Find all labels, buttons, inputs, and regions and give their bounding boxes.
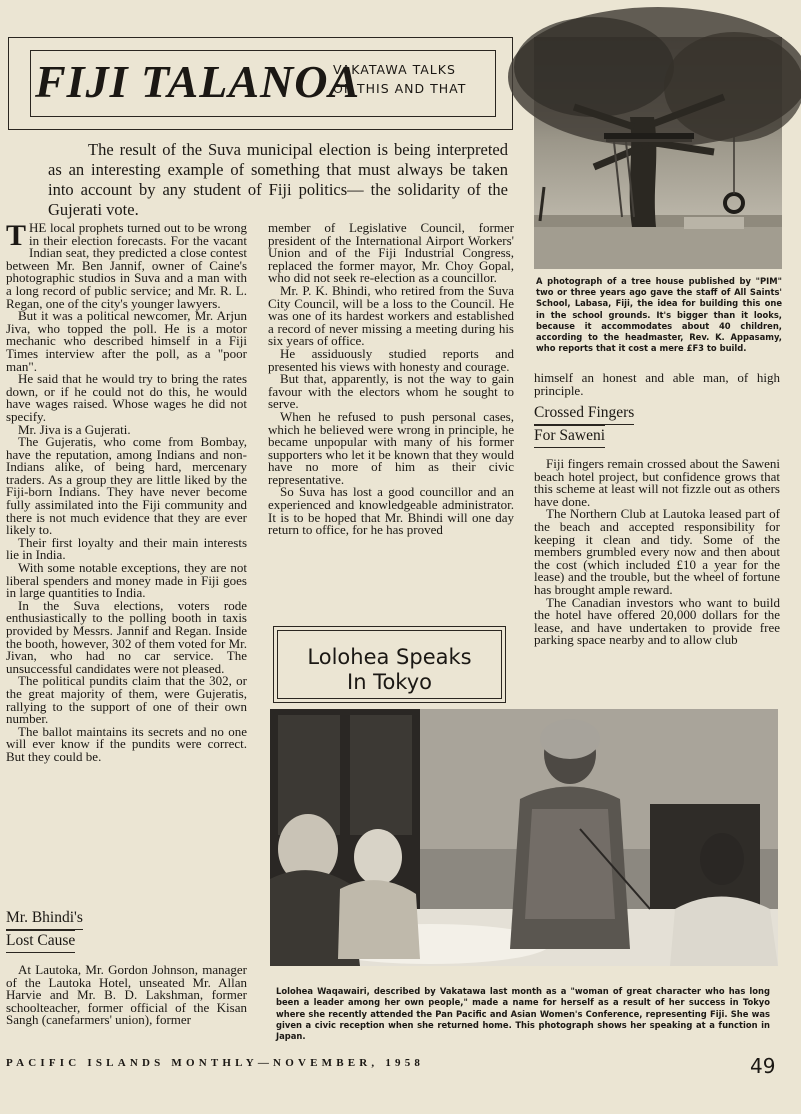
callout-headline-line-1: Lolohea Speaks xyxy=(307,645,472,669)
section-subheading: Lost Cause xyxy=(6,930,75,953)
section-subheading: For Saweni xyxy=(534,425,605,448)
article-column-3-body xyxy=(534,458,780,647)
tree-house-caption: A photograph of a tree house published by "PIM" two or three years ago gave the staff of All Saints' School, Labasa, Fiji, the idea for building this one in the school grounds. It's bigger than it looks, because it accommodates about 40 children, according to the headmaster, Rev. K. Appasamy, who reports that it cost a mere £F3 to build. xyxy=(536,276,782,354)
paragraph: Mr. Jiva is a Gujerati. xyxy=(18,421,131,437)
publication-footer: PACIFIC ISLANDS MONTHLY—NOVEMBER, 1958 xyxy=(6,1057,425,1069)
paragraph: The political pundits claim that the 302, or the great majority of them, were Gujeratis, rallying to the support of one of their own number. xyxy=(6,673,247,727)
article-column-1-bottom xyxy=(6,909,247,1028)
paragraph: He assiduously studied reports and presented his views with honesty and courage. xyxy=(268,345,514,374)
lolohea-photo-caption: Lolohea Waqawairi, described by Vakatawa last month as a "woman of great character who has long been a leader among her own people," made a name for herself as a result of her success in Tokyo where she recently attended the Pan Pacific and Asian Women's Conference, representing Fiji. She was given a civic reception when she returned home. This photograph shows her speaking at a function in Japan. xyxy=(276,986,770,1042)
paragraph: When he refused to push personal cases, which he believed were wrong in principle, he became unpopular with many of his former supporters who let it be known that they would have no more of him as their civic representative. xyxy=(268,408,514,487)
paragraph: In the Suva elections, voters rode enthusiastically to the polling booth in taxis provided by Messrs. Jannif and Regan. Inside the booth, however, 302 of them voted for Mr. Jivan, who had no car service. The unsuccessful candidates were not pleased. xyxy=(6,597,248,676)
article-column-1 xyxy=(6,219,248,764)
paragraph: He said that he would try to bring the rates down, or if he could not do this, he would have wages raised. Whose wages he did not specify. xyxy=(6,371,247,424)
paragraph: The Northern Club at Lautoka leased part of the beach and accepted responsibility for keeping it clean and tidy. Some of the members grumbled every now and then about the cost (which included £10 a year for the lease) and the trouble, but the wheel of fortune has brought ample reward. xyxy=(534,506,780,597)
article-column-2 xyxy=(268,222,514,537)
masthead-subtitle xyxy=(333,60,498,98)
paragraph: With some notable exceptions, they are not liberal spenders and money made in Fiji goes in large quantities to India. xyxy=(6,560,247,601)
paragraph: The Gujeratis, who come from Bombay, have the reputation, among Indians and non-Indians alike, of being hard, mercenary traders. As a group they are little liked by the Fiji-born Indians. They have never become fully assimilated into the Fiji community and there is not much evidence that they are ever likely to. xyxy=(6,434,247,538)
callout-headline-line-2: In Tokyo xyxy=(347,670,432,694)
section-subheading: Mr. Bhindi's xyxy=(6,908,83,930)
paragraph: At Lautoka, Mr. Gordon Johnson, manager of the Lautoka Hotel, unseated Mr. Allan Harvie and Mr. B. D. Lakshman, former schoolteacher, former official of the Kisan Sangh (canefarmers' union), former xyxy=(6,962,247,1028)
article-column-3 xyxy=(534,372,780,448)
paragraph: So Suva has lost a good councillor and an experienced and knowledgeable administrator. It is to be hoped that Mr. Bhindi will one day return to office, for he has proved xyxy=(268,484,514,538)
paragraph: The Canadian investors who want to build the hotel have offered 20,000 dollars for the lease, and have undertaken to provide free parking space nearby and to allow club xyxy=(534,594,780,648)
paragraph: But it was a political newcomer, Mr. Arjun Jiva, who topped the poll. He is a motor mechanic who described himself in a Fiji Times interview after the poll, as a "poor man". xyxy=(6,308,247,374)
paragraph: The ballot maintains its secrets and no one will ever know if the pundits were correct. But they could be. xyxy=(6,723,247,764)
paragraph: Mr. P. K. Bhindi, who retired from the Suva City Council, will be a loss to the Council. He was one of its hardest workers and established a record of never missing a meeting during his six years of office. xyxy=(268,282,514,349)
paragraph: himself an honest and able man, of high principle. xyxy=(534,370,780,398)
paragraph: Their first loyalty and their main interests lie in India. xyxy=(6,534,247,563)
intro-paragraph xyxy=(48,140,508,220)
drop-cap: T xyxy=(6,219,27,252)
masthead-title: FIJI TALANOA xyxy=(35,56,361,107)
subtitle-line-1: VAKATAWA TALKS xyxy=(333,62,456,77)
paragraph: Fiji fingers remain crossed about the Saweni beach hotel project, but confidence grows that this scheme at least will not fizzle out as others have done. xyxy=(534,456,780,509)
paragraph: HE local prophets turned out to be wrong in their election forecasts. For the vacant Indian seat, they predicted a close contest between Mr. Ben Jannif, owner of Caine's photographic studios in Suva and a man with a long record of public service; and Mr. R. L. Regan, one of the city's younger lawyers. xyxy=(6,220,247,311)
section-subheading: Crossed Fingers xyxy=(534,403,634,425)
paragraph: But that, apparently, is not the way to gain favour with the electors whom he sought to serve. xyxy=(268,371,514,412)
subtitle-line-2: OF THIS AND THAT xyxy=(333,81,467,96)
paragraph: member of Legislative Council, former president of the International Airport Workers' Union and of the Fiji Industrial Congress, replaced the former mayor, Mr. Choy Gopal, who did not seek re-election as a councillor. xyxy=(268,220,514,286)
lolohea-event-photo xyxy=(270,709,778,966)
page-number: 49 xyxy=(750,1054,776,1078)
intro-text: The result of the Suva municipal election is being interpreted as an interesting example of something that must always be taken into account by any student of Fiji politics— the solidarity of the Gujerati vote. xyxy=(48,140,508,219)
tree-house-photo xyxy=(534,37,782,269)
